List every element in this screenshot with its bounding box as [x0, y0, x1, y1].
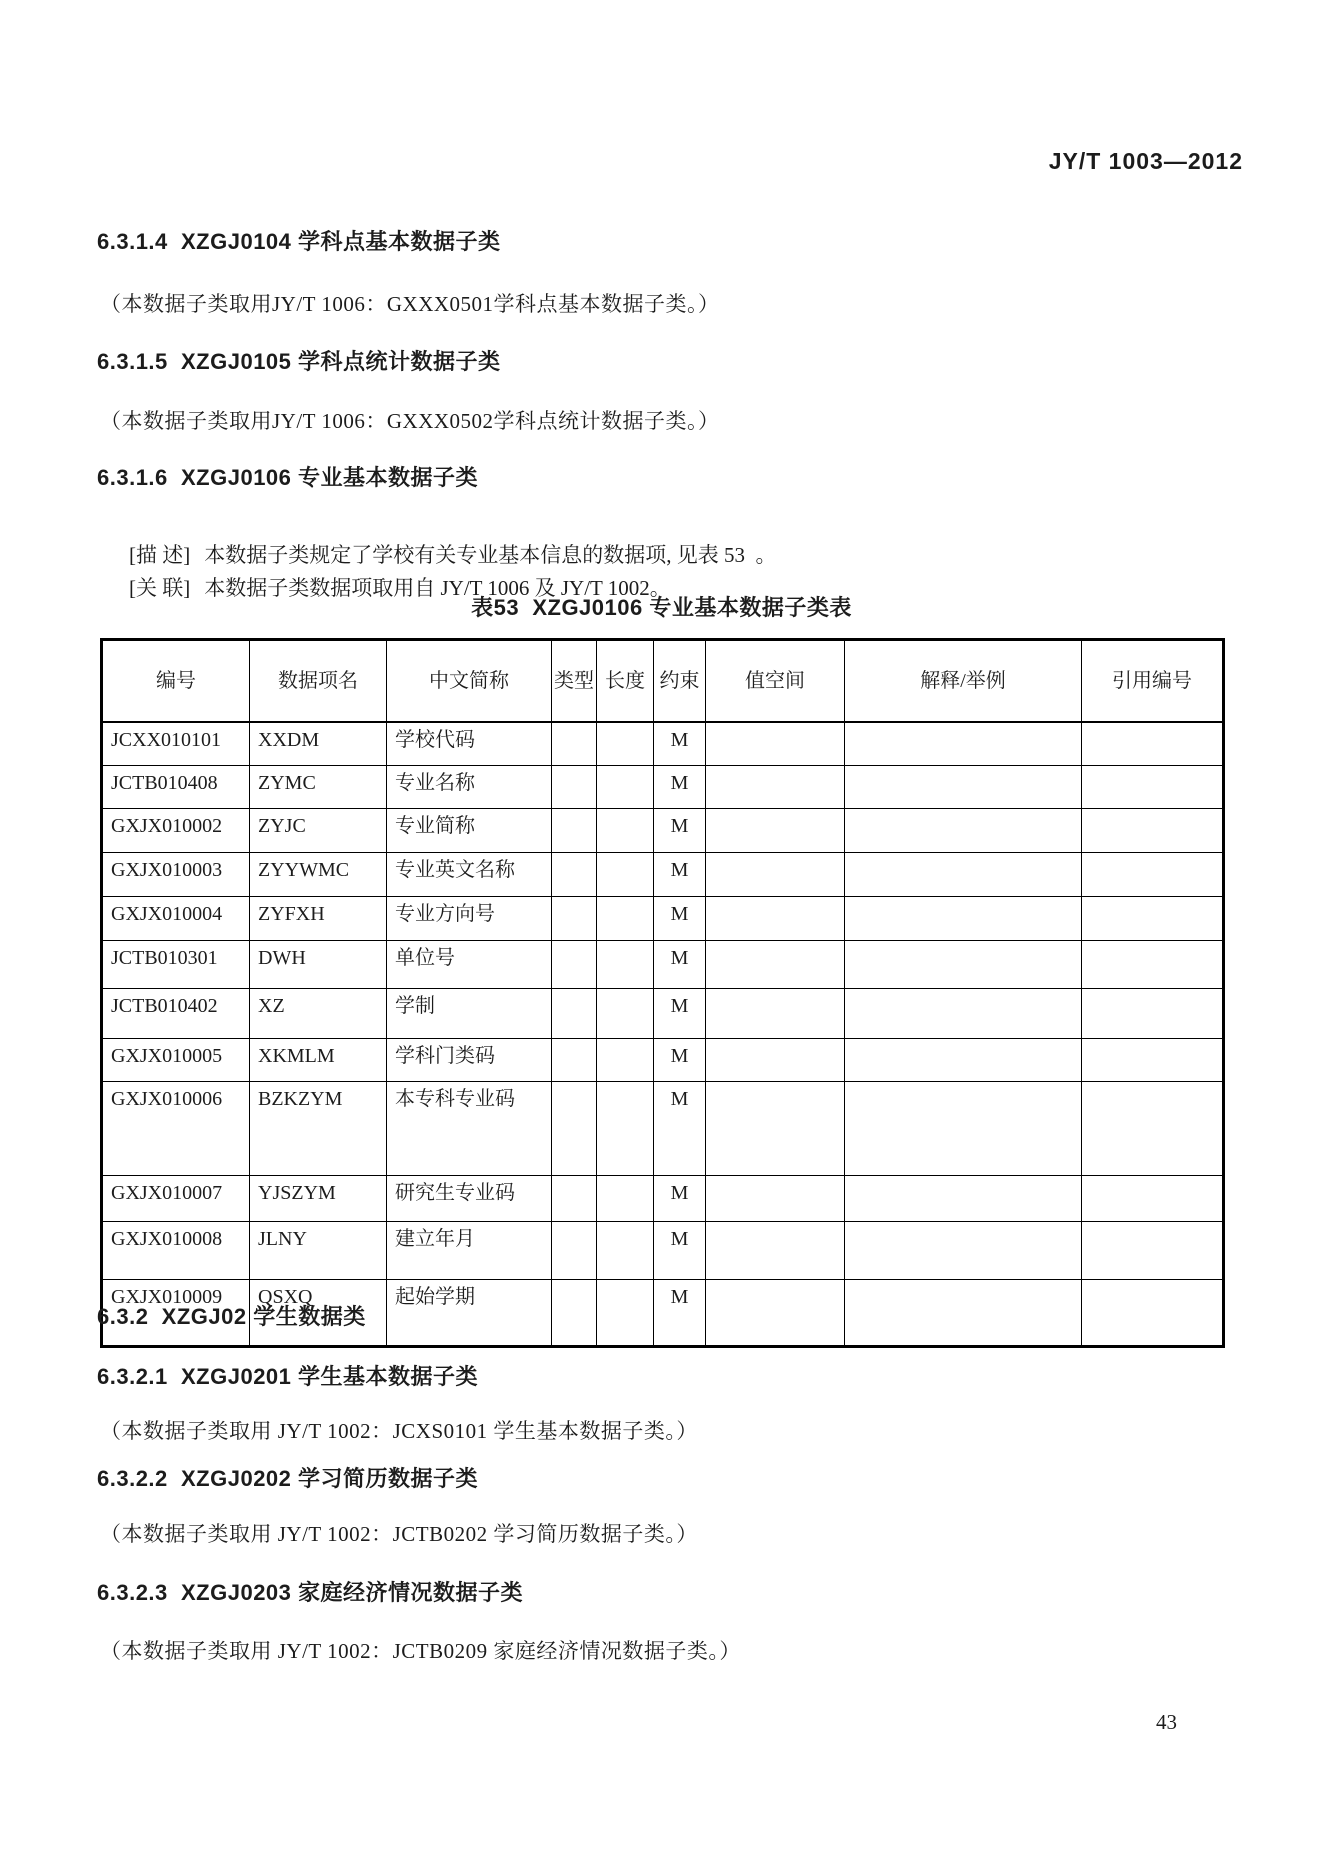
column-header: 值空间: [706, 640, 845, 723]
table-row: [102, 1222, 1224, 1280]
cell-constraint: M: [654, 853, 706, 897]
cell-value_space: [706, 853, 845, 897]
cell-ref: [1082, 1176, 1224, 1222]
relation-text: 本数据子类数据项取用自 JY/T 1006 及 JY/T 1002。: [204, 576, 671, 600]
cell-constraint: M: [654, 941, 706, 989]
cell-type: [552, 941, 597, 989]
cell-ref: [1082, 853, 1224, 897]
cell-ref: [1082, 1222, 1224, 1280]
cell-value_space: [706, 1039, 845, 1082]
cell-code: JCTB010402: [102, 989, 250, 1039]
cell-len: [597, 722, 654, 766]
cell-ref: [1082, 1082, 1224, 1176]
cell-type: [552, 853, 597, 897]
column-header: 中文简称: [387, 640, 552, 723]
cell-value_space: [706, 1082, 845, 1176]
cell-explain: [845, 1039, 1082, 1082]
cell-name: ZYFXH: [250, 897, 387, 941]
cell-cn: 专业英文名称: [387, 853, 552, 897]
cell-value_space: [706, 1222, 845, 1280]
cell-len: [597, 1082, 654, 1176]
cell-explain: [845, 897, 1082, 941]
cell-constraint: M: [654, 1176, 706, 1222]
column-header: 引用编号: [1082, 640, 1224, 723]
description-text: 本数据子类规定了学校有关专业基本信息的数据项, 见表 53 。: [204, 543, 777, 567]
cell-name: XZ: [250, 989, 387, 1039]
table-body: [102, 722, 1224, 1347]
heading-6-3-1-6: 6.3.1.6 XZGJ0106 专业基本数据子类: [97, 465, 479, 490]
table-row: [102, 809, 1224, 853]
column-header: 长度: [597, 640, 654, 723]
cell-len: [597, 853, 654, 897]
cell-value_space: [706, 809, 845, 853]
cell-explain: [845, 1222, 1082, 1280]
cell-ref: [1082, 941, 1224, 989]
cell-constraint: M: [654, 1280, 706, 1347]
table-row: [102, 766, 1224, 809]
table-row: [102, 1039, 1224, 1082]
cell-cn: 专业简称: [387, 809, 552, 853]
table-53: [100, 638, 1225, 1348]
cell-value_space: [706, 766, 845, 809]
cell-type: [552, 809, 597, 853]
cell-name: JLNY: [250, 1222, 387, 1280]
cell-code: GXJX010002: [102, 809, 250, 853]
cell-len: [597, 941, 654, 989]
cell-explain: [845, 809, 1082, 853]
cell-name: YJSZYM: [250, 1176, 387, 1222]
table-53-caption: 表53 XZGJ0106 专业基本数据子类表: [471, 595, 852, 620]
cell-code: JCTB010301: [102, 941, 250, 989]
table-row: [102, 1082, 1224, 1176]
cell-ref: [1082, 766, 1224, 809]
cell-cn: 研究生专业码: [387, 1176, 552, 1222]
column-header: 约束: [654, 640, 706, 723]
doc-number: JY/T 1003—2012: [1048, 148, 1243, 174]
cell-len: [597, 766, 654, 809]
cell-code: GXJX010004: [102, 897, 250, 941]
cell-len: [597, 897, 654, 941]
column-header: 类型: [552, 640, 597, 723]
cell-constraint: M: [654, 1082, 706, 1176]
cell-type: [552, 1039, 597, 1082]
cell-cn: 学制: [387, 989, 552, 1039]
cell-explain: [845, 989, 1082, 1039]
cell-value_space: [706, 1176, 845, 1222]
cell-code: GXJX010007: [102, 1176, 250, 1222]
table-row: [102, 722, 1224, 766]
cell-explain: [845, 853, 1082, 897]
heading-6-3-2-3: 6.3.2.3 XZGJ0203 家庭经济情况数据子类: [97, 1580, 524, 1605]
table-row: [102, 1176, 1224, 1222]
cell-cn: 学科门类码: [387, 1039, 552, 1082]
cell-type: [552, 1222, 597, 1280]
cell-value_space: [706, 1280, 845, 1347]
cell-value_space: [706, 897, 845, 941]
cell-cn: 专业方向号: [387, 897, 552, 941]
cell-name: XXDM: [250, 722, 387, 766]
cell-ref: [1082, 1039, 1224, 1082]
cell-name: ZYJC: [250, 809, 387, 853]
cell-cn: 建立年月: [387, 1222, 552, 1280]
cell-ref: [1082, 897, 1224, 941]
paragraph-6-3-2-2: （本数据子类取用 JY/T 1002：JCTB0202 学习简历数据子类。）: [100, 1522, 698, 1546]
cell-explain: [845, 1176, 1082, 1222]
heading-6-3-1-4: 6.3.1.4 XZGJ0104 学科点基本数据子类: [97, 229, 501, 254]
paragraph-6-3-1-4: （本数据子类取用JY/T 1006：GXXX0501学科点基本数据子类。）: [100, 292, 720, 316]
cell-code: GXJX010003: [102, 853, 250, 897]
page-number: 43: [1156, 1710, 1177, 1734]
cell-name: XKMLM: [250, 1039, 387, 1082]
cell-explain: [845, 766, 1082, 809]
cell-len: [597, 1176, 654, 1222]
paragraph-6-3-2-1: （本数据子类取用 JY/T 1002：JCXS0101 学生基本数据子类。）: [100, 1419, 698, 1443]
cell-code: GXJX010005: [102, 1039, 250, 1082]
cell-code: GXJX010006: [102, 1082, 250, 1176]
table-row: [102, 853, 1224, 897]
cell-type: [552, 722, 597, 766]
cell-name: QSXQ: [250, 1280, 387, 1347]
cell-constraint: M: [654, 722, 706, 766]
cell-cn: 专业名称: [387, 766, 552, 809]
heading-6-3-1-5: 6.3.1.5 XZGJ0105 学科点统计数据子类: [97, 349, 501, 374]
cell-explain: [845, 941, 1082, 989]
table-row: [102, 989, 1224, 1039]
cell-constraint: M: [654, 766, 706, 809]
cell-constraint: M: [654, 1222, 706, 1280]
cell-code: GXJX010009: [102, 1280, 250, 1347]
cell-ref: [1082, 989, 1224, 1039]
cell-type: [552, 897, 597, 941]
cell-len: [597, 989, 654, 1039]
cell-name: DWH: [250, 941, 387, 989]
relation-label: [关 联]: [129, 576, 191, 600]
cell-cn: 学校代码: [387, 722, 552, 766]
cell-code: GXJX010008: [102, 1222, 250, 1280]
cell-cn: 起始学期: [387, 1280, 552, 1347]
cell-constraint: M: [654, 809, 706, 853]
cell-name: ZYMC: [250, 766, 387, 809]
paragraph-6-3-2-3: （本数据子类取用 JY/T 1002：JCTB0209 家庭经济情况数据子类。）: [100, 1639, 741, 1663]
cell-type: [552, 989, 597, 1039]
cell-code: JCXX010101: [102, 722, 250, 766]
cell-value_space: [706, 989, 845, 1039]
cell-cn: 单位号: [387, 941, 552, 989]
cell-len: [597, 1280, 654, 1347]
cell-name: BZKZYM: [250, 1082, 387, 1176]
cell-type: [552, 766, 597, 809]
cell-type: [552, 1176, 597, 1222]
heading-6-3-2: 6.3.2 XZGJ02 学生数据类: [97, 1304, 366, 1329]
column-header: 编号: [102, 640, 250, 723]
cell-explain: [845, 1082, 1082, 1176]
cell-constraint: M: [654, 1039, 706, 1082]
cell-name: ZYYWMC: [250, 853, 387, 897]
cell-value_space: [706, 722, 845, 766]
cell-value_space: [706, 941, 845, 989]
cell-len: [597, 1222, 654, 1280]
heading-6-3-2-2: 6.3.2.2 XZGJ0202 学习简历数据子类: [97, 1466, 479, 1491]
cell-ref: [1082, 722, 1224, 766]
cell-explain: [845, 1280, 1082, 1347]
cell-cn: 本专科专业码: [387, 1082, 552, 1176]
cell-constraint: M: [654, 897, 706, 941]
cell-ref: [1082, 1280, 1224, 1347]
description-label: [描 述]: [129, 543, 191, 567]
cell-explain: [845, 722, 1082, 766]
cell-len: [597, 1039, 654, 1082]
paragraph-6-3-1-5: （本数据子类取用JY/T 1006：GXXX0502学科点统计数据子类。）: [100, 409, 720, 433]
cell-len: [597, 809, 654, 853]
table-row: [102, 941, 1224, 989]
cell-type: [552, 1280, 597, 1347]
heading-6-3-2-1: 6.3.2.1 XZGJ0201 学生基本数据子类: [97, 1364, 479, 1389]
table-row: [102, 897, 1224, 941]
cell-type: [552, 1082, 597, 1176]
column-header: 解释/举例: [845, 640, 1082, 723]
cell-code: JCTB010408: [102, 766, 250, 809]
cell-constraint: M: [654, 989, 706, 1039]
cell-ref: [1082, 809, 1224, 853]
column-header: 数据项名: [250, 640, 387, 723]
table-header-row: [102, 640, 1224, 723]
